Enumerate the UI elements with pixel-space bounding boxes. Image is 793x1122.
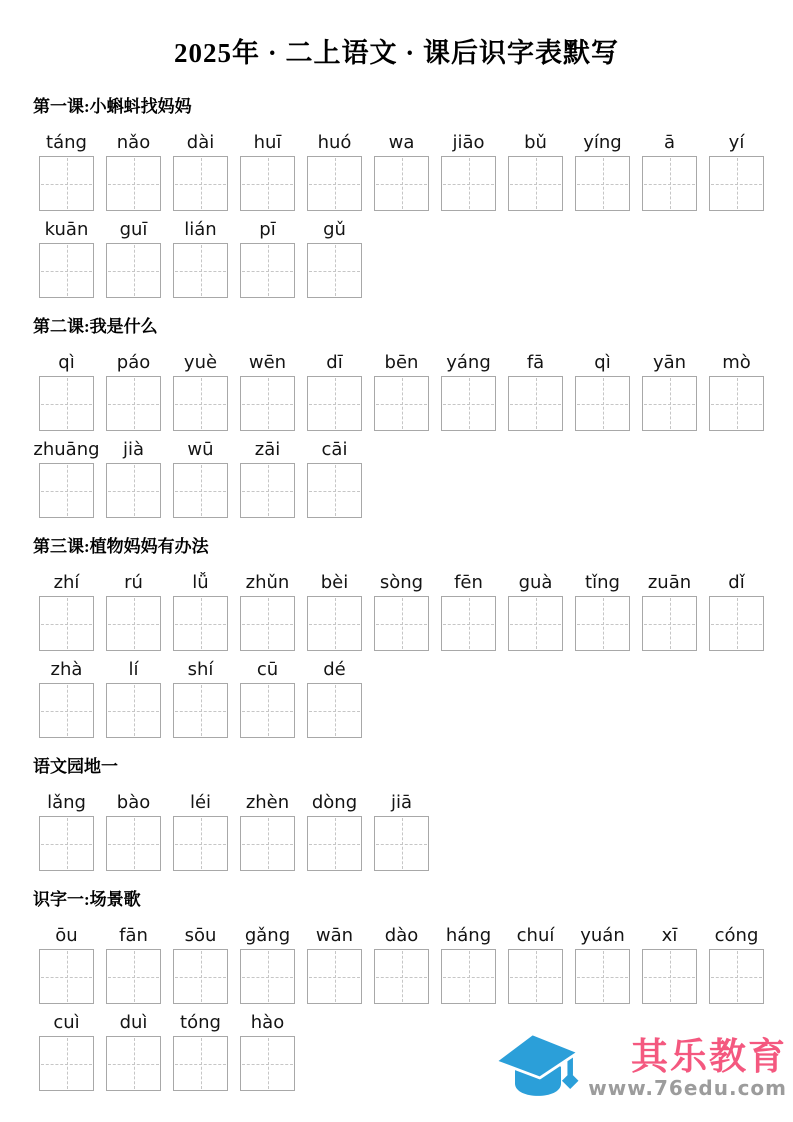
pinyin-cell bbox=[502, 129, 569, 211]
writing-grid-box bbox=[307, 243, 362, 298]
pinyin-label: nǎo bbox=[116, 132, 151, 153]
pinyin-label: zhà bbox=[50, 659, 83, 680]
pinyin-cell bbox=[368, 922, 435, 1004]
pinyin-label: lǚ bbox=[192, 572, 209, 593]
pinyin-label: cū bbox=[256, 659, 279, 680]
pinyin-cell bbox=[703, 349, 770, 431]
writing-grid-box bbox=[106, 243, 161, 298]
lesson-section bbox=[33, 535, 777, 738]
pinyin-label: dī bbox=[326, 352, 343, 373]
pinyin-cell bbox=[636, 569, 703, 651]
pinyin-label: bèi bbox=[320, 572, 349, 593]
pinyin-label: dài bbox=[186, 132, 215, 153]
pinyin-cell bbox=[100, 922, 167, 1004]
pinyin-label: guà bbox=[518, 572, 553, 593]
pinyin-cell bbox=[703, 129, 770, 211]
pinyin-label: hào bbox=[250, 1012, 285, 1033]
writing-grid-box bbox=[575, 156, 630, 211]
writing-grid-box bbox=[642, 376, 697, 431]
pinyin-cell bbox=[167, 129, 234, 211]
pinyin-cell bbox=[569, 349, 636, 431]
section-header: 识字一:场景歌 bbox=[33, 890, 141, 909]
pinyin-row bbox=[33, 922, 777, 1004]
pinyin-cell bbox=[234, 216, 301, 298]
pinyin-cell bbox=[33, 436, 100, 518]
pinyin-label: jiā bbox=[390, 792, 413, 813]
writing-grid-box bbox=[240, 376, 295, 431]
pinyin-label: wū bbox=[187, 439, 214, 460]
pinyin-cell bbox=[636, 922, 703, 1004]
writing-grid-box bbox=[374, 816, 429, 871]
pinyin-label: dào bbox=[384, 925, 419, 946]
pinyin-cell bbox=[502, 922, 569, 1004]
writing-grid-box bbox=[106, 156, 161, 211]
pinyin-cell bbox=[234, 129, 301, 211]
pinyin-label: kuān bbox=[44, 219, 89, 240]
pinyin-label: tǐng bbox=[585, 572, 620, 593]
pinyin-cell bbox=[167, 922, 234, 1004]
pinyin-label: fēn bbox=[454, 572, 483, 593]
writing-grid-box bbox=[106, 683, 161, 738]
writing-grid-box bbox=[106, 376, 161, 431]
pinyin-label: wān bbox=[315, 925, 354, 946]
pinyin-cell bbox=[33, 569, 100, 651]
writing-grid-box bbox=[575, 376, 630, 431]
page-title: 2025年 · 二上语文 · 课后识字表默写 bbox=[173, 38, 619, 68]
pinyin-cell bbox=[167, 436, 234, 518]
writing-grid-box bbox=[240, 156, 295, 211]
pinyin-cell bbox=[301, 569, 368, 651]
writing-grid-box bbox=[709, 376, 764, 431]
writing-grid-box bbox=[173, 376, 228, 431]
pinyin-label: zhǔn bbox=[245, 572, 290, 593]
writing-grid-box bbox=[307, 376, 362, 431]
pinyin-label: zuān bbox=[647, 572, 692, 593]
pinyin-label: lí bbox=[128, 659, 139, 680]
writing-grid-box bbox=[240, 683, 295, 738]
pinyin-label: yuán bbox=[580, 925, 625, 946]
writing-grid-box bbox=[173, 816, 228, 871]
pinyin-label: háng bbox=[445, 925, 492, 946]
pinyin-label: chuí bbox=[516, 925, 555, 946]
pinyin-label: ōu bbox=[55, 925, 78, 946]
writing-grid-box bbox=[173, 596, 228, 651]
brand-watermark bbox=[492, 1026, 787, 1110]
pinyin-label: jià bbox=[122, 439, 145, 460]
brand-text-block bbox=[588, 1037, 787, 1100]
pinyin-cell bbox=[435, 129, 502, 211]
pinyin-label: zhuāng bbox=[33, 439, 100, 460]
pinyin-row bbox=[33, 789, 777, 871]
writing-grid-box bbox=[441, 156, 496, 211]
pinyin-cell bbox=[100, 789, 167, 871]
writing-grid-box bbox=[374, 596, 429, 651]
pinyin-label: lǎng bbox=[47, 792, 86, 813]
writing-grid-box bbox=[307, 816, 362, 871]
pinyin-label: léi bbox=[189, 792, 212, 813]
pinyin-label: duì bbox=[119, 1012, 148, 1033]
pinyin-cell bbox=[368, 789, 435, 871]
pinyin-cell bbox=[435, 569, 502, 651]
writing-grid-box bbox=[39, 243, 94, 298]
pinyin-label: ā bbox=[663, 132, 676, 153]
writing-grid-box bbox=[374, 949, 429, 1004]
writing-grid-box bbox=[508, 949, 563, 1004]
pinyin-row bbox=[33, 216, 777, 298]
pinyin-cell bbox=[33, 922, 100, 1004]
brand-website: www.76edu.com bbox=[588, 1075, 787, 1100]
pinyin-row bbox=[33, 436, 777, 518]
pinyin-label: táng bbox=[46, 132, 87, 153]
pinyin-cell bbox=[301, 129, 368, 211]
pinyin-cell bbox=[569, 569, 636, 651]
pinyin-cell bbox=[636, 349, 703, 431]
writing-grid-box bbox=[307, 596, 362, 651]
pinyin-row bbox=[33, 569, 777, 651]
pinyin-cell bbox=[33, 789, 100, 871]
writing-grid-box bbox=[173, 463, 228, 518]
pinyin-cell bbox=[569, 129, 636, 211]
writing-grid-box bbox=[39, 463, 94, 518]
pinyin-cell bbox=[301, 216, 368, 298]
pinyin-label: huó bbox=[317, 132, 352, 153]
pinyin-label: sòng bbox=[379, 572, 424, 593]
writing-grid-box bbox=[173, 1036, 228, 1091]
writing-grid-box bbox=[106, 949, 161, 1004]
pinyin-cell bbox=[167, 216, 234, 298]
writing-grid-box bbox=[307, 463, 362, 518]
writing-grid-box bbox=[39, 949, 94, 1004]
section-header: 第二课:我是什么 bbox=[33, 317, 158, 336]
brand-name: 其乐教育 bbox=[631, 1035, 787, 1077]
writing-grid-box bbox=[240, 243, 295, 298]
pinyin-label: fā bbox=[526, 352, 545, 373]
writing-grid-box bbox=[374, 156, 429, 211]
pinyin-cell bbox=[435, 349, 502, 431]
pinyin-cell bbox=[234, 789, 301, 871]
pinyin-label: qì bbox=[58, 352, 75, 373]
pinyin-label: zāi bbox=[254, 439, 281, 460]
writing-grid-box bbox=[575, 596, 630, 651]
pinyin-cell bbox=[301, 922, 368, 1004]
pinyin-cell bbox=[33, 349, 100, 431]
pinyin-label: lián bbox=[184, 219, 217, 240]
pinyin-label: xī bbox=[661, 925, 678, 946]
pinyin-label: zhí bbox=[53, 572, 80, 593]
pinyin-label: pī bbox=[259, 219, 276, 240]
pinyin-cell bbox=[167, 569, 234, 651]
pinyin-label: dòng bbox=[311, 792, 358, 813]
section-header: 第三课:植物妈妈有办法 bbox=[33, 537, 209, 556]
pinyin-cell bbox=[167, 349, 234, 431]
writing-grid-box bbox=[240, 1036, 295, 1091]
pinyin-label: gǎng bbox=[244, 925, 291, 946]
writing-grid-box bbox=[642, 949, 697, 1004]
writing-grid-box bbox=[106, 816, 161, 871]
writing-grid-box bbox=[39, 596, 94, 651]
writing-grid-box bbox=[508, 376, 563, 431]
pinyin-row bbox=[33, 129, 777, 211]
writing-grid-box bbox=[575, 949, 630, 1004]
pinyin-cell bbox=[100, 216, 167, 298]
writing-grid-box bbox=[240, 816, 295, 871]
writing-grid-box bbox=[240, 949, 295, 1004]
writing-grid-box bbox=[709, 156, 764, 211]
lesson-section bbox=[33, 755, 777, 871]
pinyin-cell bbox=[234, 349, 301, 431]
writing-grid-box bbox=[240, 596, 295, 651]
pinyin-label: bēn bbox=[384, 352, 419, 373]
pinyin-cell bbox=[234, 656, 301, 738]
pinyin-label: yíng bbox=[583, 132, 622, 153]
writing-grid-box bbox=[173, 949, 228, 1004]
writing-grid-box bbox=[39, 1036, 94, 1091]
pinyin-cell bbox=[167, 789, 234, 871]
writing-grid-box bbox=[39, 816, 94, 871]
pinyin-cell bbox=[234, 436, 301, 518]
pinyin-cell bbox=[33, 656, 100, 738]
pinyin-cell bbox=[234, 1009, 301, 1091]
pinyin-cell bbox=[100, 129, 167, 211]
pinyin-label: shí bbox=[187, 659, 214, 680]
pinyin-cell bbox=[301, 656, 368, 738]
pinyin-cell bbox=[100, 1009, 167, 1091]
pinyin-cell bbox=[33, 1009, 100, 1091]
writing-grid-box bbox=[173, 156, 228, 211]
writing-grid-box bbox=[106, 463, 161, 518]
pinyin-label: qì bbox=[594, 352, 611, 373]
pinyin-cell bbox=[301, 349, 368, 431]
pinyin-label: yí bbox=[728, 132, 745, 153]
writing-grid-box bbox=[709, 949, 764, 1004]
pinyin-cell bbox=[234, 569, 301, 651]
pinyin-cell bbox=[368, 569, 435, 651]
writing-grid-box bbox=[508, 596, 563, 651]
writing-grid-box bbox=[106, 1036, 161, 1091]
pinyin-cell bbox=[368, 129, 435, 211]
pinyin-label: yān bbox=[652, 352, 687, 373]
pinyin-label: fān bbox=[119, 925, 148, 946]
pinyin-cell bbox=[569, 922, 636, 1004]
pinyin-cell bbox=[502, 349, 569, 431]
writing-grid-box bbox=[508, 156, 563, 211]
pinyin-cell bbox=[435, 922, 502, 1004]
writing-grid-box bbox=[39, 376, 94, 431]
lesson-section bbox=[33, 315, 777, 518]
pinyin-cell bbox=[301, 436, 368, 518]
writing-grid-box bbox=[374, 376, 429, 431]
pinyin-label: zhèn bbox=[245, 792, 290, 813]
pinyin-label: jiāo bbox=[452, 132, 485, 153]
pinyin-label: páo bbox=[116, 352, 151, 373]
worksheet-sections bbox=[0, 95, 793, 1091]
pinyin-cell bbox=[703, 922, 770, 1004]
pinyin-label: gǔ bbox=[323, 219, 346, 240]
pinyin-label: yáng bbox=[446, 352, 491, 373]
pinyin-label: huī bbox=[253, 132, 282, 153]
writing-grid-box bbox=[173, 243, 228, 298]
writing-grid-box bbox=[307, 156, 362, 211]
pinyin-cell bbox=[33, 216, 100, 298]
writing-grid-box bbox=[307, 683, 362, 738]
pinyin-cell bbox=[100, 656, 167, 738]
pinyin-label: rú bbox=[124, 572, 143, 593]
writing-grid-box bbox=[106, 596, 161, 651]
pinyin-label: tóng bbox=[180, 1012, 221, 1033]
pinyin-label: cāi bbox=[321, 439, 348, 460]
writing-grid-box bbox=[642, 156, 697, 211]
pinyin-label: wēn bbox=[248, 352, 287, 373]
pinyin-label: bǔ bbox=[524, 132, 547, 153]
pinyin-cell bbox=[636, 129, 703, 211]
lesson-section bbox=[33, 95, 777, 298]
pinyin-cell bbox=[703, 569, 770, 651]
pinyin-label: bào bbox=[116, 792, 151, 813]
pinyin-label: cuì bbox=[53, 1012, 80, 1033]
writing-grid-box bbox=[441, 376, 496, 431]
pinyin-cell bbox=[33, 129, 100, 211]
pinyin-label: dé bbox=[323, 659, 346, 680]
pinyin-row bbox=[33, 349, 777, 431]
pinyin-label: cóng bbox=[714, 925, 759, 946]
writing-grid-box bbox=[642, 596, 697, 651]
writing-grid-box bbox=[39, 683, 94, 738]
pinyin-cell bbox=[234, 922, 301, 1004]
pinyin-label: wa bbox=[388, 132, 415, 153]
writing-grid-box bbox=[240, 463, 295, 518]
graduation-cap-icon bbox=[492, 1026, 584, 1110]
pinyin-label: yuè bbox=[183, 352, 218, 373]
pinyin-label: dǐ bbox=[728, 572, 745, 593]
pinyin-cell bbox=[368, 349, 435, 431]
pinyin-cell bbox=[301, 789, 368, 871]
pinyin-cell bbox=[502, 569, 569, 651]
pinyin-cell bbox=[167, 656, 234, 738]
pinyin-row bbox=[33, 656, 777, 738]
pinyin-cell bbox=[100, 436, 167, 518]
writing-grid-box bbox=[39, 156, 94, 211]
writing-grid-box bbox=[709, 596, 764, 651]
writing-grid-box bbox=[441, 949, 496, 1004]
writing-grid-box bbox=[307, 949, 362, 1004]
section-header: 第一课:小蝌蚪找妈妈 bbox=[33, 97, 192, 116]
pinyin-label: mò bbox=[722, 352, 751, 373]
pinyin-label: sōu bbox=[184, 925, 217, 946]
writing-grid-box bbox=[173, 683, 228, 738]
section-header: 语文园地一 bbox=[33, 757, 118, 776]
pinyin-cell bbox=[100, 569, 167, 651]
pinyin-cell bbox=[167, 1009, 234, 1091]
pinyin-cell bbox=[100, 349, 167, 431]
writing-grid-box bbox=[441, 596, 496, 651]
pinyin-label: guī bbox=[119, 219, 148, 240]
